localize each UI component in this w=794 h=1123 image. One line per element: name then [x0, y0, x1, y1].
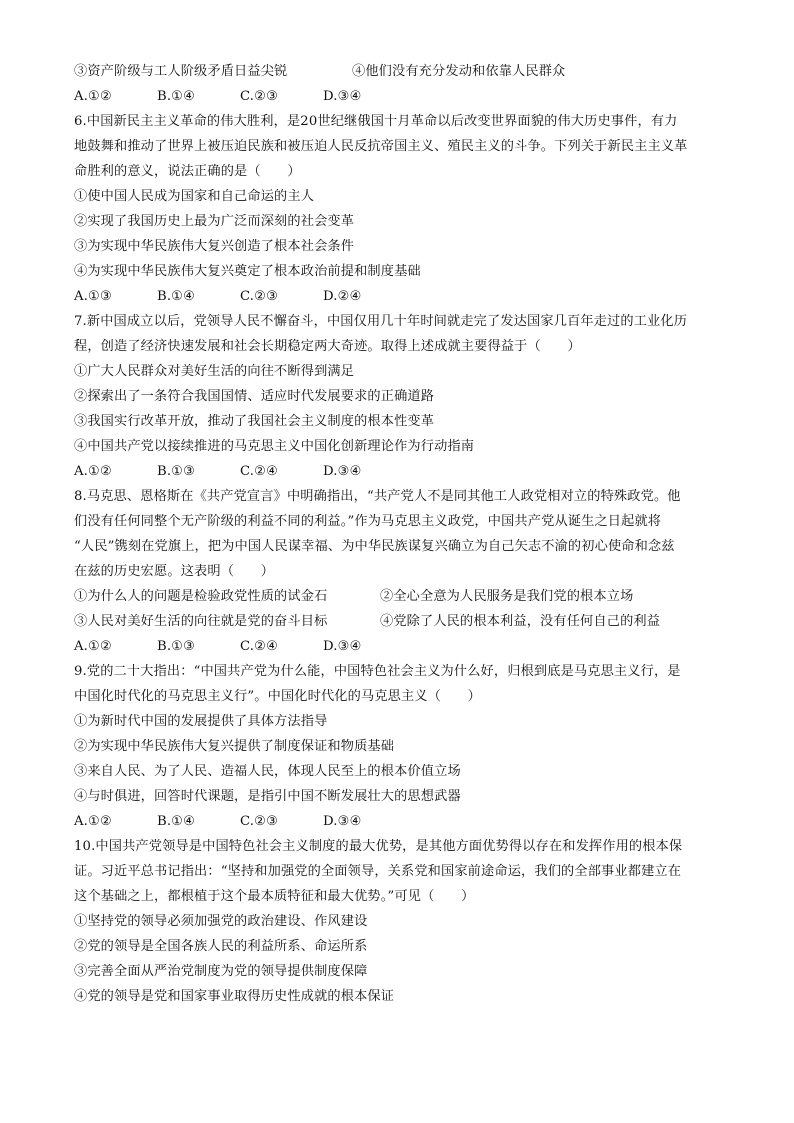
q7-option: ④中国共产党以接续推进的马克思主义中国化创新理论作为行动指南	[74, 439, 475, 454]
answer-a: A.①③	[74, 289, 112, 304]
answer-a: A.①②	[74, 639, 112, 654]
answer-c: C.②③	[240, 814, 279, 829]
answer-b: B.①③	[157, 464, 196, 479]
q8-stem-line: 们没有任何同整个无产阶级的利益不同的利益。”作为马克思主义政党，中国共产党从诞生之日起就将	[74, 514, 662, 529]
q9-option: ③来自人民、为了人民、造福人民，体现人民至上的根本价值立场	[74, 764, 461, 779]
q6-option: ④为实现中华民族伟大复兴奠定了根本政治前提和制度基础	[74, 264, 421, 279]
q5-option-4: ④他们没有充分发动和依靠人民群众	[352, 64, 566, 79]
answer-b: B.①③	[157, 639, 196, 654]
q7-option: ③我国实行改革开放，推动了我国社会主义制度的根本性变革	[74, 414, 435, 429]
q6-option: ①使中国人民成为国家和自己命运的主人	[74, 189, 315, 204]
q6-option: ③为实现中华民族伟大复兴创造了根本社会条件	[74, 239, 355, 254]
q6-stem-line: 命胜利的意义，说法正确的是（ ）	[74, 164, 301, 179]
q7-option: ①广大人民群众对美好生活的向往不断得到满足	[74, 364, 355, 379]
answer-a: A.①②	[74, 89, 112, 104]
q10-stem-line: 证。习近平总书记指出：“坚持和加强党的全面领导，关系党和国家前途命运，我们的全部事业都建立在	[74, 864, 682, 879]
q9-stem-line: 中国化时代化的马克思主义行”。中国化时代化的马克思主义（ ）	[74, 689, 482, 704]
q6-stem-line: 地鼓舞和推动了世界上被压迫民族和被压迫人民反抗帝国主义、殖民主义的斗争。下列关于新民主主义革	[74, 139, 688, 154]
q8-option-2: ②全心全意为人民服务是我们党的根本立场	[380, 589, 634, 604]
q7-stem-line: 7.新中国成立以后，党领导人民不懈奋斗，中国仅用几十年时间就走完了发达国家几百年走过的工业化历	[74, 314, 688, 329]
answer-c: C.②④	[240, 464, 279, 479]
q10-stem-line: 这个基础之上，都根植于这个最本质特征和最大优势。”可见（ ）	[74, 889, 475, 904]
q7-stem-line: 程，创造了经济快速发展和社会长期稳定两大奇迹。取得上述成就主要得益于（ ）	[74, 339, 581, 354]
q8-option-3: ③人民对美好生活的向往就是党的奋斗目标	[74, 614, 328, 629]
q5-option-3: ③资产阶级与工人阶级矛盾日益尖锐	[74, 64, 288, 79]
answer-d: D.③④	[323, 639, 362, 654]
answer-c: C.②④	[240, 639, 279, 654]
q10-stem-line: 10.中国共产党领导是中国特色社会主义制度的最大优势，是其他方面优势得以存在和发挥作用的根本保	[74, 839, 683, 854]
q7-option: ②探索出了一条符合我国国情、适应时代发展要求的正确道路	[74, 389, 435, 404]
answer-a: A.①②	[74, 814, 112, 829]
q6-option: ②实现了我国历史上最为广泛而深刻的社会变革	[74, 214, 355, 229]
answer-d: D.③④	[323, 89, 362, 104]
q9-option: ①为新时代中国的发展提供了具体方法指导	[74, 714, 328, 729]
answer-c: C.②③	[240, 289, 279, 304]
q9-stem-line: 9.党的二十大指出：“中国共产党为什么能，中国特色社会主义为什么好，归根到底是马克思主义行，是	[74, 664, 681, 679]
q8-stem-line: 在兹的历史宏愿。这表明（ ）	[74, 564, 275, 579]
answer-d: D.③④	[323, 464, 362, 479]
q10-option: ①坚持党的领导必须加强党的政治建设、作风建设	[74, 914, 368, 929]
q10-option: ④党的领导是党和国家事业取得历史性成就的根本保证	[74, 989, 395, 1004]
q10-option: ②党的领导是全国各族人民的利益所系、命运所系	[74, 939, 368, 954]
answer-a: A.①②	[74, 464, 112, 479]
answer-d: D.③④	[323, 814, 362, 829]
q6-stem-line: 6.中国新民主主义革命的伟大胜利，是20世纪继俄国十月革命以后改变世界面貌的伟大历史事件，有力	[74, 114, 678, 129]
q8-option-1: ①为什么人的问题是检验政党性质的试金石	[74, 589, 328, 604]
q10-option: ③完善全面从严治党制度为党的领导提供制度保障	[74, 964, 368, 979]
q8-stem-line: “人民”镌刻在党旗上，把为中国人民谋幸福、为中华民族谋复兴确立为自己矢志不渝的初心使命和念兹	[74, 539, 675, 554]
q9-option: ④与时俱进，回答时代课题，是指引中国不断发展壮大的思想武器	[74, 789, 461, 804]
answer-c: C.②③	[240, 89, 279, 104]
q8-option-4: ④党除了人民的根本利益，没有任何自己的利益	[380, 614, 661, 629]
q9-option: ②为实现中华民族伟大复兴提供了制度保证和物质基础	[74, 739, 395, 754]
answer-b: B.①④	[157, 814, 196, 829]
q8-stem-line: 8.马克思、恩格斯在《共产党宣言》中明确指出，“共产党人不是同其他工人政党相对立的特殊政党。他	[74, 489, 681, 504]
answer-b: B.①④	[157, 89, 196, 104]
answer-d: D.②④	[323, 289, 362, 304]
answer-b: B.①④	[157, 289, 196, 304]
